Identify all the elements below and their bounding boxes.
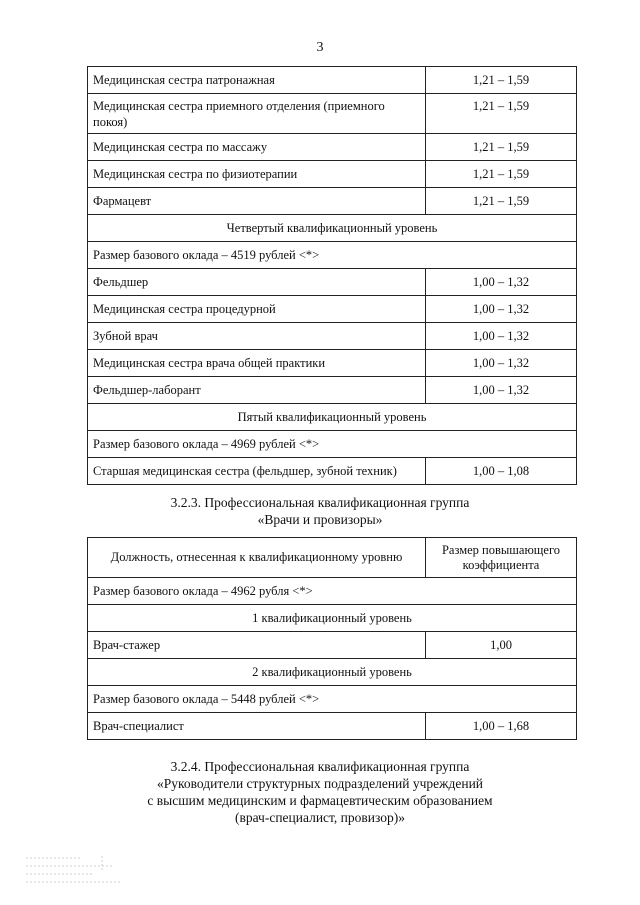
heading-line: (врач-специалист, провизор)» (234, 810, 406, 825)
section-heading-doctors (0, 494, 640, 528)
base-salary-cell: Размер базового оклада – 4962 рубля <*> (88, 578, 577, 605)
table-row (88, 242, 577, 269)
table-row (88, 269, 577, 296)
coefficient-cell: 1,21 – 1,59 (426, 161, 577, 188)
position-cell: Медицинская сестра по массажу (88, 134, 426, 161)
coefficient-cell: 1,00 (426, 632, 577, 659)
table-row (88, 377, 577, 404)
table-row (88, 67, 577, 94)
coefficient-cell: 1,00 – 1,32 (426, 269, 577, 296)
qualification-level-cell: 2 квалификационный уровень (88, 659, 577, 686)
position-cell: Врач-специалист (88, 713, 426, 740)
column-header-position: Должность, отнесенная к квалификационному уровню (88, 538, 426, 578)
table-row (88, 188, 577, 215)
coefficient-cell: 1,00 – 1,08 (426, 458, 577, 485)
table-row (88, 323, 577, 350)
coefficient-cell: 1,21 – 1,59 (426, 134, 577, 161)
heading-line: с высшим медицинским и фармацевтическим образованием (147, 793, 493, 808)
table-row (88, 296, 577, 323)
table-row (88, 404, 577, 431)
table-row (88, 458, 577, 485)
table-doctors-pharmacists (87, 537, 577, 740)
coefficient-cell: 1,00 – 1,32 (426, 323, 577, 350)
position-cell: Старшая медицинская сестра (фельдшер, зубной техник) (88, 458, 426, 485)
column-header-coefficient: Размер повышающего коэффициента (426, 538, 577, 578)
base-salary-cell: Размер базового оклада – 4519 рублей <*> (88, 242, 577, 269)
position-cell: Медицинская сестра врача общей практики (88, 350, 426, 377)
table-row (88, 632, 577, 659)
table-row (88, 94, 577, 134)
table-row (88, 134, 577, 161)
position-cell: Медицинская сестра по физиотерапии (88, 161, 426, 188)
qualification-level-cell: Четвертый квалификационный уровень (88, 215, 577, 242)
coefficient-cell: 1,00 – 1,32 (426, 350, 577, 377)
position-cell: Фельдшер (88, 269, 426, 296)
coefficient-cell: 1,00 – 1,32 (426, 377, 577, 404)
qualification-level-cell: Пятый квалификационный уровень (88, 404, 577, 431)
table-row (88, 686, 577, 713)
coefficient-cell: 1,21 – 1,59 (426, 67, 577, 94)
position-cell: Фельдшер-лаборант (88, 377, 426, 404)
section-heading-department-heads (0, 758, 640, 826)
heading-line: «Руководители структурных подразделений учреждений (156, 776, 484, 791)
heading-line: «Врачи и провизоры» (257, 512, 383, 527)
table-row (88, 431, 577, 458)
position-cell: Медицинская сестра процедурной (88, 296, 426, 323)
position-cell: Медицинская сестра приемного отделения (приемного покоя) (88, 94, 426, 134)
base-salary-cell: Размер базового оклада – 5448 рублей <*> (88, 686, 577, 713)
position-cell: Фармацевт (88, 188, 426, 215)
table-row (88, 161, 577, 188)
heading-line: 3.2.3. Профессиональная квалификационная группа (170, 495, 470, 510)
coefficient-cell: 1,00 – 1,68 (426, 713, 577, 740)
position-cell: Зубной врач (88, 323, 426, 350)
table-row (88, 605, 577, 632)
table-row (88, 350, 577, 377)
page-number: 3 (316, 40, 324, 55)
position-cell: Врач-стажер (88, 632, 426, 659)
base-salary-cell: Размер базового оклада – 4969 рублей <*> (88, 431, 577, 458)
position-cell: Медицинская сестра патронажная (88, 67, 426, 94)
table-header-row (88, 538, 577, 578)
table-row (88, 659, 577, 686)
coefficient-cell: 1,21 – 1,59 (426, 188, 577, 215)
heading-line: 3.2.4. Профессиональная квалификационная группа (170, 759, 470, 774)
qualification-level-cell: 1 квалификационный уровень (88, 605, 577, 632)
coefficient-cell: 1,00 – 1,32 (426, 296, 577, 323)
scan-stamp-mark (22, 852, 132, 890)
table-row (88, 215, 577, 242)
coefficient-cell: 1,21 – 1,59 (426, 94, 577, 134)
table-row (88, 713, 577, 740)
table-qualification-levels-nurses (87, 66, 577, 485)
table-row (88, 578, 577, 605)
